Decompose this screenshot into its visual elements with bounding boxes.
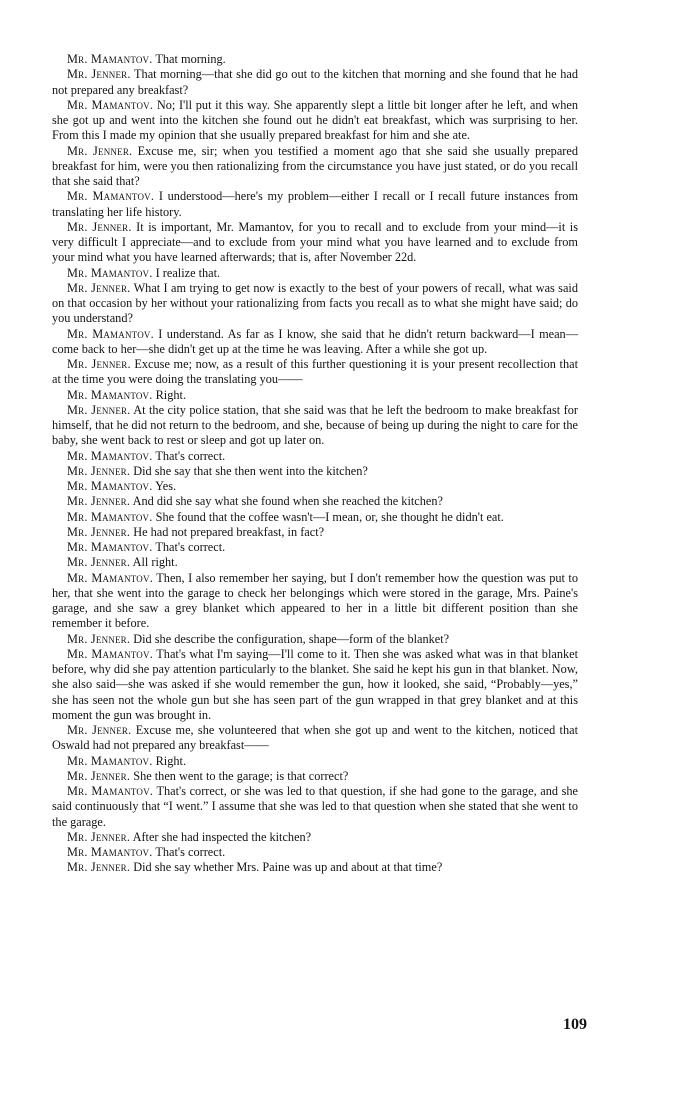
- paragraph-text: He had not prepared breakfast, in fact?: [133, 524, 325, 539]
- testimony-paragraph: [52, 555, 578, 570]
- speaker-name: Mr. Mamantov.: [67, 448, 153, 463]
- testimony-paragraph: [52, 281, 578, 327]
- testimony-paragraph: [52, 67, 578, 98]
- paragraph-text: That morning.: [155, 52, 226, 66]
- testimony-paragraph: [52, 647, 578, 723]
- paragraph-text: Yes.: [155, 479, 177, 493]
- paragraph-text: That's what I'm saying—I'll come to it. Then she was asked what was in that blanket before, why did she pay attention particularly to the blanket. She said he kept his gun in that blanket. Now, she also said—she was asked if she would remember the gun, how it looked, she said, “Probably—yes,” she has seen not the whole gun but she has seen part of the gun wrapped in that grey blanket and at this moment the gun was brought in.: [52, 646, 578, 722]
- speaker-name: Mr. Jenner.: [67, 524, 131, 539]
- testimony-paragraph: [52, 357, 578, 388]
- paragraph-text: That's correct.: [155, 448, 226, 463]
- testimony-paragraph: [52, 769, 578, 784]
- speaker-name: Mr. Jenner.: [67, 463, 131, 478]
- speaker-name: Mr. Mamantov.: [67, 784, 154, 798]
- paragraph-text: That's correct, or she was led to that question, if she had gone to the garage, and she said continuously that “I went.” I assume that she was led to that question when she stated that she went to the garage.: [52, 784, 579, 829]
- speaker-name: Mr. Jenner.: [67, 723, 132, 737]
- testimony-paragraph: [52, 830, 578, 845]
- paragraph-text: All right.: [132, 555, 178, 570]
- paragraph-text: She found that the coffee wasn't—I mean, or, she thought he didn't eat.: [155, 509, 504, 524]
- page-number: 109: [563, 1016, 587, 1033]
- speaker-name: Mr. Mamantov.: [67, 326, 154, 341]
- paragraph-text: Did she say whether Mrs. Paine was up and about at that time?: [133, 860, 443, 875]
- paragraph-text: Right.: [155, 753, 187, 768]
- document-page: [52, 52, 578, 876]
- paragraph-text: I understood—here's my problem—either I recall or I recall future instances from translating her life history.: [52, 189, 579, 219]
- testimony-paragraph: [52, 266, 578, 281]
- speaker-name: Mr. Jenner.: [67, 860, 131, 875]
- testimony-paragraph: [52, 754, 578, 769]
- paragraph-text: That's correct.: [155, 540, 226, 554]
- paragraph-text: I realize that.: [155, 265, 221, 280]
- speaker-name: Mr. Mamantov.: [67, 387, 153, 402]
- paragraph-text: And did she say what she found when she reached the kitchen?: [132, 494, 443, 509]
- paragraph-text: It is important, Mr. Mamantov, for you to recall and to exclude from your mind—it is very difficult I appreciate—and to exclude from your mind what you have learned and to exclude from your mind what you have learned afterwards; that is, after November 22d.: [52, 219, 578, 265]
- testimony-paragraph: [52, 189, 578, 220]
- testimony-paragraph: [52, 510, 578, 525]
- speaker-name: Mr. Mamantov.: [67, 570, 153, 585]
- paragraph-text: I understand. As far as I know, she said that he didn't return backward—I mean—come back to her—she didn't get up at the time he was leaving. After a while she got up.: [52, 326, 579, 356]
- paragraph-text: After she had inspected the kitchen?: [132, 829, 312, 844]
- testimony-paragraph: [52, 388, 578, 403]
- speaker-name: Mr. Mamantov.: [67, 845, 153, 859]
- testimony-paragraph: [52, 845, 578, 860]
- paragraph-text: She then went to the garage; is that correct?: [133, 768, 349, 783]
- testimony-paragraph: [52, 632, 578, 647]
- paragraph-text: That morning—that she did go out to the kitchen that morning and she found that he had not prepared any breakfast?: [52, 67, 578, 97]
- paragraph-text: That's correct.: [155, 845, 226, 859]
- testimony-paragraph: [52, 52, 578, 67]
- speaker-name: Mr. Mamantov.: [67, 479, 153, 493]
- speaker-name: Mr. Jenner.: [67, 143, 133, 158]
- testimony-paragraph: [52, 571, 578, 632]
- testimony-paragraph: [52, 479, 578, 494]
- testimony-paragraph: [52, 144, 578, 190]
- testimony-paragraph: [52, 327, 578, 358]
- paragraph-text: Excuse me, she volunteered that when she got up and went to the kitchen, noticed that Oswald had not prepared any breakfast——: [52, 723, 578, 753]
- paragraph-text: At the city police station, that she said was that he left the bedroom to make breakfast for himself, that he did not return to the bedroom, and she, because of being up during the night to care for the baby, she went back to rest or sleep and got up later on.: [52, 402, 578, 448]
- testimony-paragraph: [52, 723, 578, 754]
- speaker-name: Mr. Jenner.: [67, 768, 131, 783]
- speaker-name: Mr. Jenner.: [67, 631, 131, 646]
- speaker-name: Mr. Jenner.: [67, 67, 131, 82]
- speaker-name: Mr. Jenner.: [67, 280, 131, 295]
- speaker-name: Mr. Mamantov.: [67, 540, 153, 554]
- speaker-name: Mr. Mamantov.: [67, 52, 153, 66]
- testimony-paragraph: [52, 540, 578, 555]
- testimony-paragraph: [52, 860, 578, 875]
- testimony-paragraph: [52, 220, 578, 266]
- speaker-name: Mr. Mamantov.: [67, 646, 153, 661]
- speaker-name: Mr. Mamantov.: [67, 265, 153, 280]
- paragraph-text: No; I'll put it this way. She apparently slept a little bit longer after he left, and when she got up and went into the kitchen she found out he didn't eat breakfast, which was surprising to her. From this I made my opinion that she usually prepared breakfast for him and she ate.: [52, 97, 578, 143]
- paragraph-text: Then, I also remember her saying, but I don't remember how the question was put to her, that she went into the garage to check her belongings which were stored in the garage, Mrs. Paine's garage, and she saw a grey blanket which appeared to her in a little bit different position than she remember it before.: [52, 570, 578, 631]
- paragraph-text: What I am trying to get now is exactly to the best of your powers of recall, what was said on that occasion by her without your rationalizing from facts you recall as to what she might have said; do you understand?: [52, 280, 578, 326]
- testimony-paragraph: [52, 464, 578, 479]
- paragraph-text: Excuse me, sir; when you testified a moment ago that she said she usually prepared breakfast for him, were you then rationalizing from the circumstance you have just stated, or do you recall that she said that?: [52, 143, 578, 188]
- paragraph-text: Did she say that she then went into the kitchen?: [133, 463, 368, 478]
- testimony-paragraph: [52, 494, 578, 509]
- testimony-paragraph: [52, 525, 578, 540]
- paragraph-text: Excuse me; now, as a result of this further questioning it is your present recollection that at the time you were doing the translating you——: [52, 357, 578, 387]
- speaker-name: Mr. Jenner.: [67, 402, 131, 417]
- speaker-name: Mr. Jenner.: [67, 219, 132, 234]
- speaker-name: Mr. Jenner.: [67, 357, 131, 371]
- speaker-name: Mr. Mamantov.: [67, 509, 153, 524]
- testimony-paragraph: [52, 98, 578, 144]
- testimony-paragraph: [52, 403, 578, 449]
- speaker-name: Mr. Mamantov.: [67, 753, 153, 768]
- speaker-name: Mr. Jenner.: [67, 555, 131, 570]
- paragraph-text: Did she describe the configuration, shape—form of the blanket?: [133, 631, 450, 646]
- speaker-name: Mr. Mamantov.: [67, 189, 155, 204]
- testimony-paragraph: [52, 449, 578, 464]
- speaker-name: Mr. Mamantov.: [67, 97, 154, 112]
- paragraph-text: Right.: [155, 387, 187, 402]
- testimony-paragraph: [52, 784, 578, 830]
- speaker-name: Mr. Jenner.: [67, 829, 131, 844]
- speaker-name: Mr. Jenner.: [67, 494, 131, 509]
